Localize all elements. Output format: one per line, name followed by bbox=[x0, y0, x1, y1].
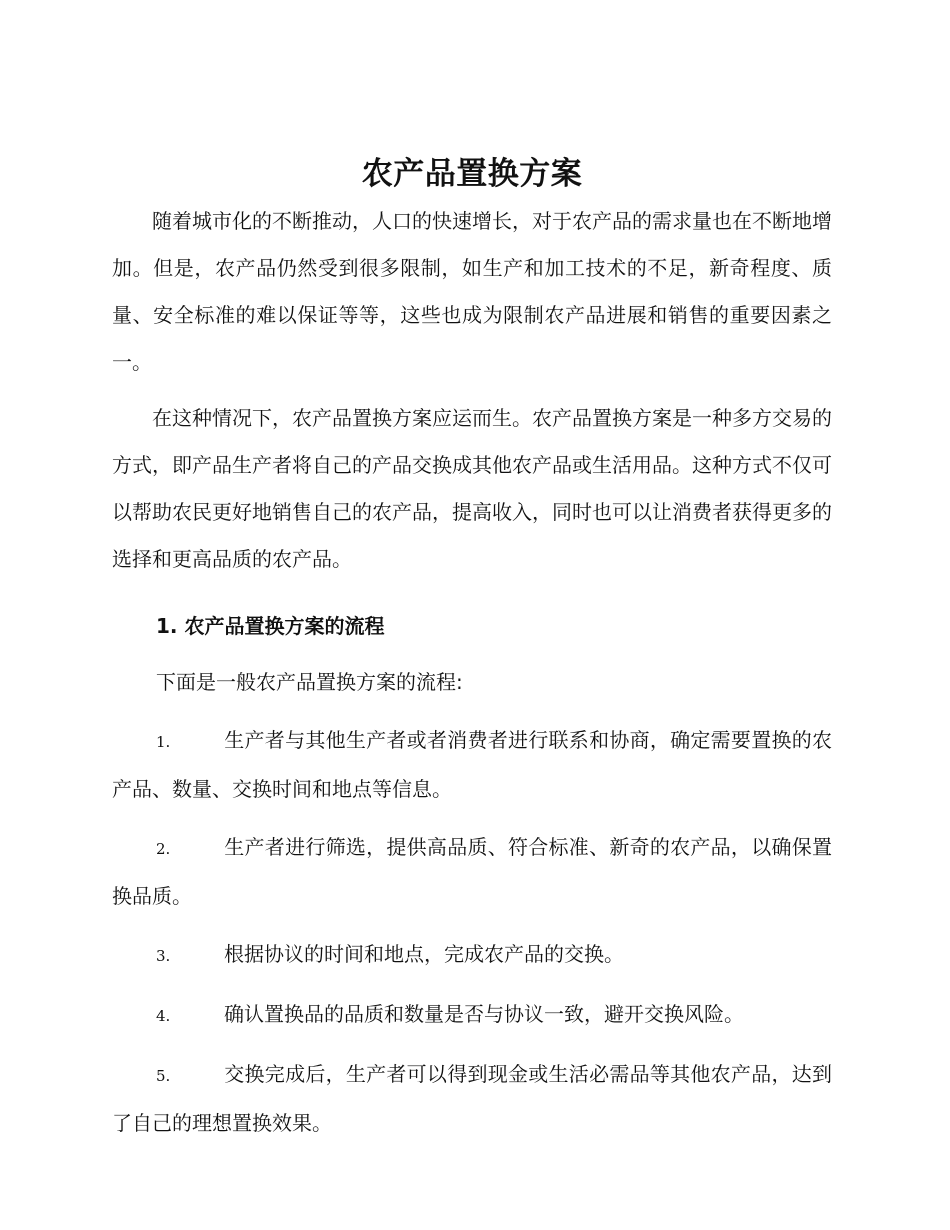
list-item-text: 确认置换品的品质和数量是否与协议一致，避开交换风险。 bbox=[224, 1002, 744, 1026]
document-page bbox=[112, 150, 832, 1147]
list-item bbox=[112, 1051, 832, 1147]
list-item-text: 交换完成后，生产者可以得到现金或生活必需品等其他农产品，达到了自己的理想置换效果。 bbox=[112, 1062, 832, 1135]
section-heading: 1. 农产品置换方案的流程 bbox=[156, 614, 385, 638]
paragraph-background: 随着城市化的不断推动，人口的快速增长，对于农产品的需求量也在不断地增加。但是，农产品仍然受到很多限制，如生产和加工技术的不足，新奇程度、质量、安全标准的难以保证等等，这些也成为限制农产品进展和销售的重要因素之一。 bbox=[112, 209, 832, 374]
list-item-number: 5. bbox=[156, 1067, 171, 1085]
list-item-number: 1. bbox=[156, 733, 171, 751]
list-item-number: 4. bbox=[156, 1007, 171, 1025]
list-item bbox=[112, 824, 832, 920]
list-item bbox=[112, 717, 832, 813]
list-item bbox=[112, 931, 832, 980]
list-item bbox=[112, 991, 832, 1040]
document-title: 农产品置换方案 bbox=[361, 156, 583, 192]
list-item-text: 生产者与其他生产者或者消费者进行联系和协商，确定需要置换的农产品、数量、交换时间和地点等信息。 bbox=[112, 728, 832, 801]
list-item-number: 2. bbox=[156, 840, 171, 858]
list-item-text: 根据协议的时间和地点，完成农产品的交换。 bbox=[224, 942, 624, 966]
paragraph-solution: 在这种情况下，农产品置换方案应运而生。农产品置换方案是一种多方交易的方式，即产品生产者将自己的产品交换成其他农产品或生活用品。这种方式不仅可以帮助农民更好地销售自己的农产品，提高收入，同时也可以让消费者获得更多的选择和更高品质的农产品。 bbox=[112, 406, 832, 571]
list-item-text: 生产者进行筛选，提供高品质、符合标准、新奇的农产品，以确保置换品质。 bbox=[112, 835, 832, 908]
section-intro: 下面是一般农产品置换方案的流程: bbox=[156, 670, 463, 694]
list-item-number: 3. bbox=[156, 947, 171, 965]
